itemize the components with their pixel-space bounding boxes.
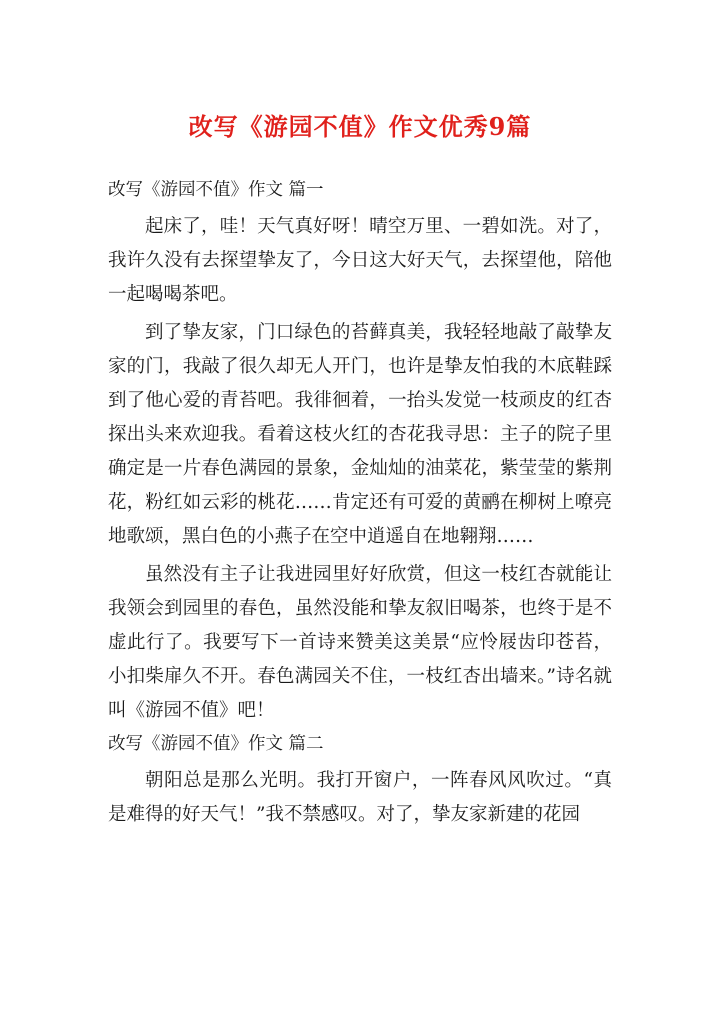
paragraph: 起床了，哇！天气真好呀！晴空万里、一碧如洗。对了，我许久没有去探望挚友了，今日这大好天气，去探望他，陪他一起喝喝茶吧。 <box>108 216 612 305</box>
document-page <box>108 110 612 832</box>
paragraph: 虽然没有主子让我进园里好好欣赏，但这一枝红杏就能让我领会到园里的春色，虽然没能和挚友叙旧喝茶，也终于是不虚此行了。我要写下一首诗来赞美这美景“应怜屐齿印苍苔，小扣柴扉久不开。春色满园关不住，一枝红杏出墙来。”诗名就叫《游园不值》吧！ <box>108 564 612 721</box>
paragraph: 朝阳总是那么光明。我打开窗户，一阵春风风吹过。“真是难得的好天气！”我不禁感叹。对了，挚友家新建的花园 <box>108 770 612 825</box>
document-title: 改写《游园不值》作文优秀9篇 <box>188 112 532 141</box>
section-heading-1: 改写《游园不值》作文 篇一 <box>108 180 324 200</box>
section-heading-2: 改写《游园不值》作文 篇二 <box>108 734 324 754</box>
paragraph: 到了挚友家，门口绿色的苔藓真美，我轻轻地敲了敲挚友家的门，我敲了很久却无人开门，也许是挚友怕我的木底鞋踩到了他心爱的青苔吧。我徘徊着，一抬头发觉一枝顽皮的红杏探出头来欢迎我。看着这枝火红的杏花我寻思：主子的院子里确定是一片春色满园的景象，金灿灿的油菜花，紫莹莹的紫荆花，粉红如云彩的桃花……肯定还有可爱的黄鹂在柳树上嘹亮地歌颂，黑白色的小燕子在空中逍遥自在地翱翔…… <box>108 322 612 547</box>
